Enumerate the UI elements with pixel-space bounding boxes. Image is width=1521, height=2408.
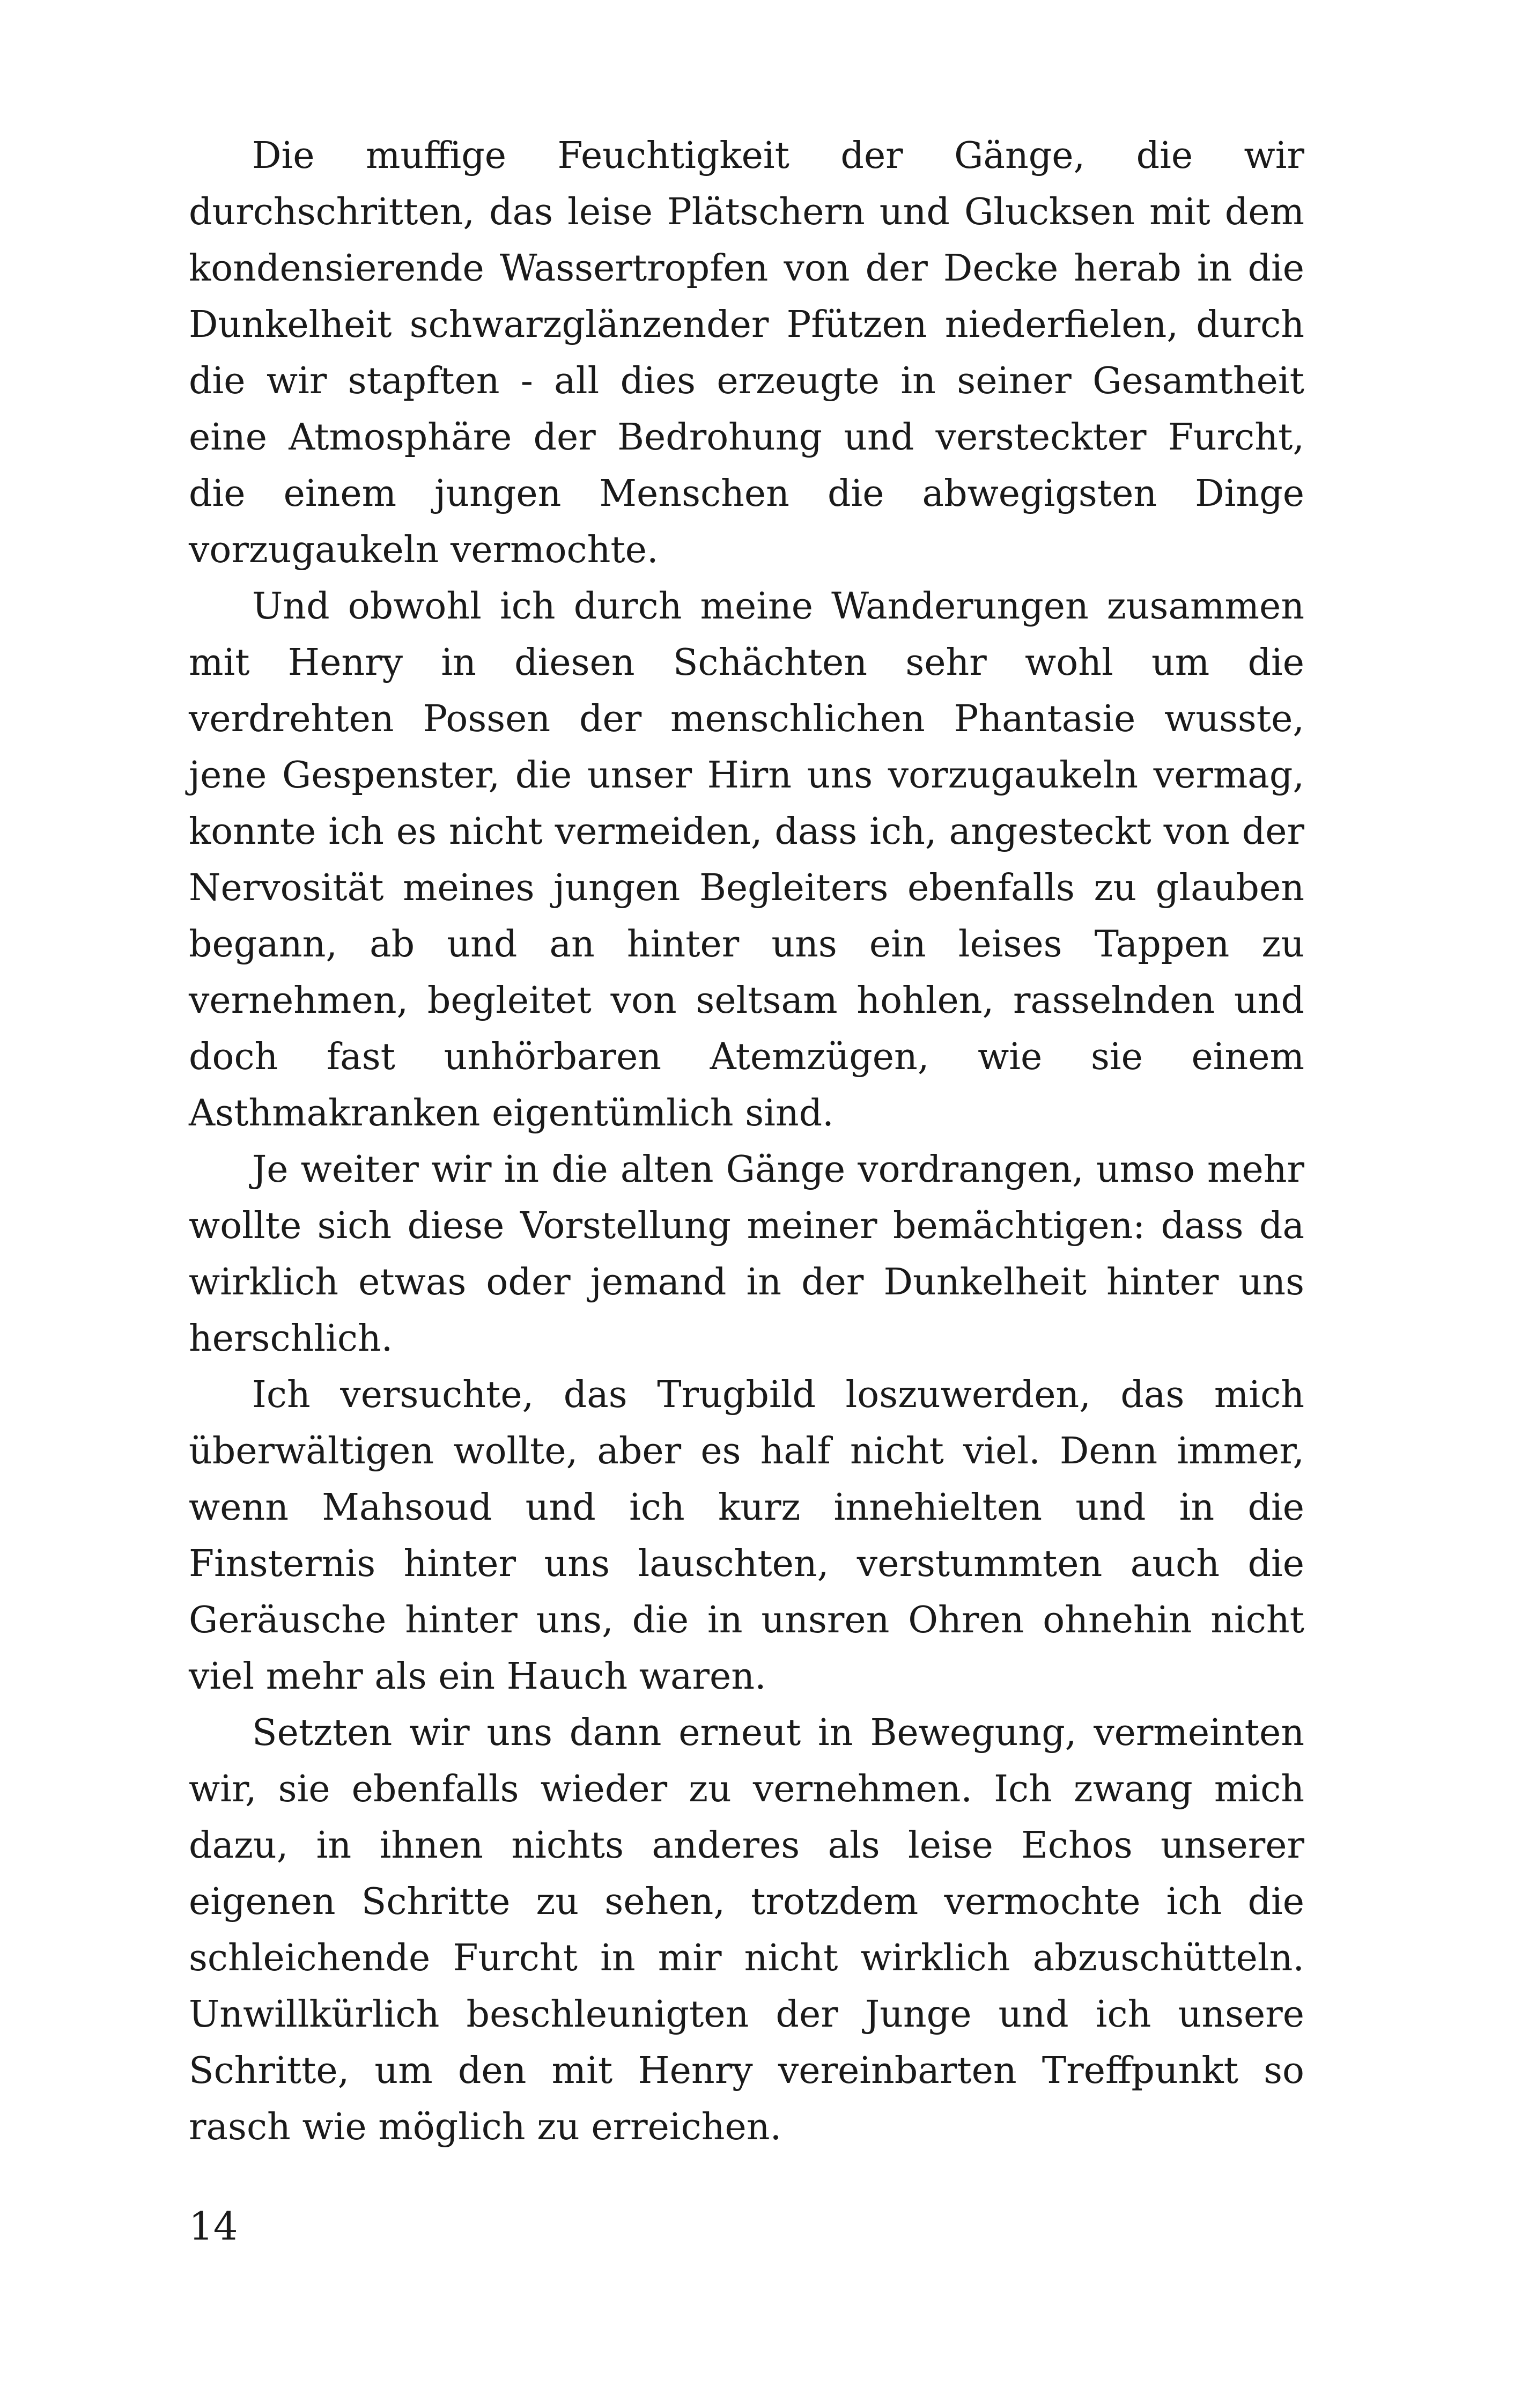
paragraph-4: Ich versuchte, das Trugbild loszuwerden, das mich überwältigen wollte, aber es half nicht viel. Denn immer, wenn Mahsoud und ich kurz innehielten und in die Finsternis hinter uns lauschten, verstummten auch die Geräusche hinter uns, die in unsren Ohren ohnehin nicht viel mehr als ein Hauch waren.: [189, 1374, 1304, 1698]
paragraph-1: Die muffige Feuchtigkeit der Gänge, die wir durchschritten, das leise Plätschern und Glucksen mit dem kondensierende Wassertropfen von der Decke herab in die Dunkelheit schwarzglänzender Pfützen niederfielen, durch die wir stapften - all dies erzeugte in seiner Gesamtheit eine Atmosphäre der Bedrohung und versteckter Furcht, die einem jungen Menschen die abwegigsten Dinge vorzugaukeln vermochte.: [189, 135, 1304, 571]
page-number: 14: [189, 2204, 238, 2249]
paragraph-5: Setzten wir uns dann erneut in Bewegung, vermeinten wir, sie ebenfalls wieder zu vernehmen. Ich zwang mich dazu, in ihnen nichts anderes als leise Echos unserer eigenen Schritte zu sehen, trotzdem vermochte ich die schleichende Furcht in mir nicht wirklich abzuschütteln. Unwillkürlich beschleunigten der Junge und ich unsere Schritte, um den mit Henry vereinbarten Treffpunkt so rasch wie möglich zu erreichen.: [189, 1712, 1304, 2148]
paragraph-2: Und obwohl ich durch meine Wanderungen zusammen mit Henry in diesen Schächten sehr wohl um die verdrehten Possen der menschlichen Phantasie wusste, jene Gespenster, die unser Hirn uns vorzugaukeln vermag, konnte ich es nicht vermeiden, dass ich, angesteckt von der Nervosität meines jungen Begleiters ebenfalls zu glauben begann, ab und an hinter uns ein leises Tappen zu vernehmen, begleitet von seltsam hohlen, rasselnden und doch fast unhörbaren Atemzügen, wie sie einem Asthmakranken eigentümlich sind.: [189, 585, 1304, 1135]
paragraph-3: Je weiter wir in die alten Gänge vordrangen, umso mehr wollte sich diese Vorstellung meiner bemächtigen: dass da wirklich etwas oder jemand in der Dunkelheit hinter uns herschlich.: [189, 1148, 1304, 1360]
body-text: [189, 128, 1304, 2155]
